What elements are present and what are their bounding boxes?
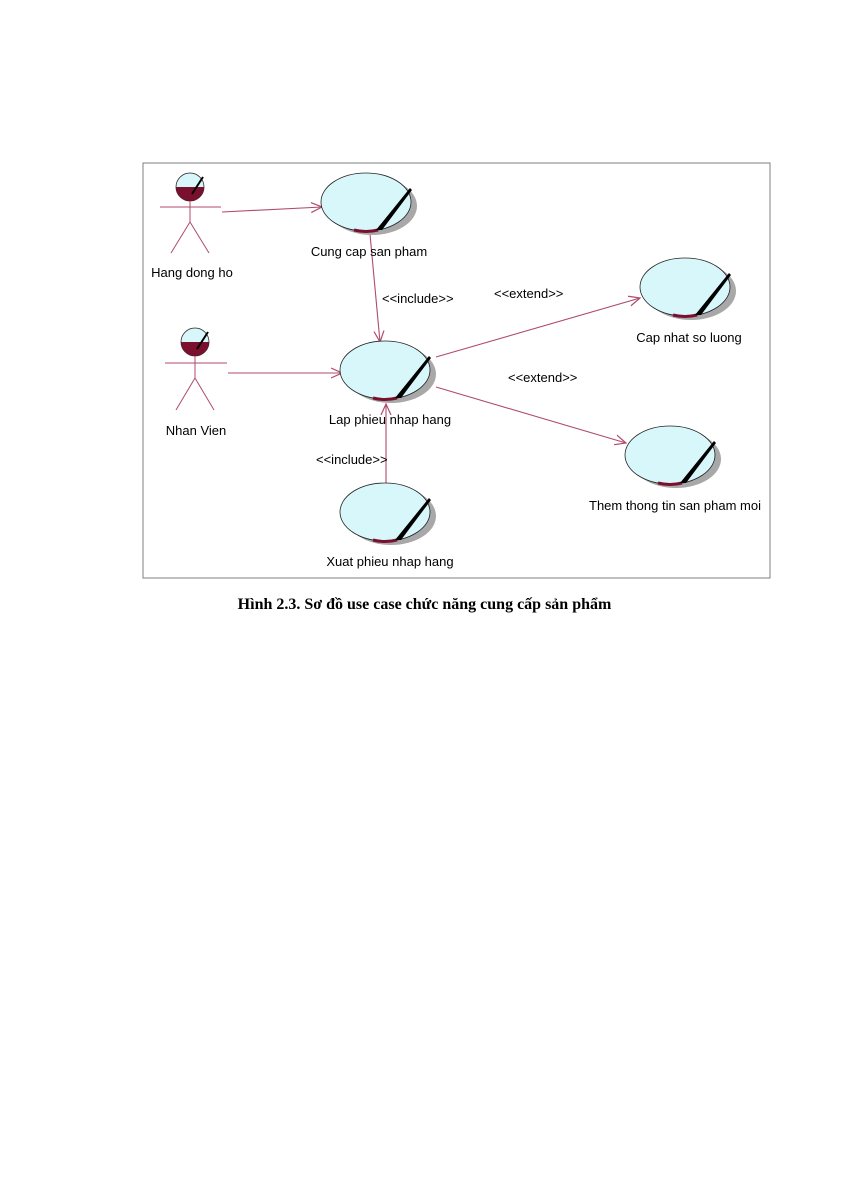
usecase-xuat-phieu-nhap-hang: [326, 483, 453, 569]
relation-label-include-bottom: <<include>>: [316, 452, 388, 467]
extend-lap-them: [436, 387, 626, 443]
extend-lap-capnhat: [436, 298, 640, 357]
usecase-label: Xuat phieu nhap hang: [326, 554, 454, 569]
usecase-cung-cap-san-pham: [311, 173, 427, 259]
association-hang-cung: [222, 207, 322, 212]
usecase-label: Cung cap san pham: [310, 244, 428, 259]
actor-hang-dong-ho: [151, 173, 233, 280]
usecase-lap-phieu-nhap-hang: [329, 341, 451, 427]
relation-label-extend-top: <<extend>>: [494, 286, 564, 301]
usecase-them-thong-tin-san-pham-moi: [589, 426, 761, 513]
usecase-label: Cap nhat so luong: [636, 330, 742, 345]
usecase-cap-nhat-so-luong: [636, 258, 742, 345]
relation-label-extend-bottom: <<extend>>: [508, 370, 578, 385]
usecase-label: Lap phieu nhap hang: [328, 412, 452, 427]
actor-nhan-vien: [165, 328, 227, 438]
usecase-label: Them thong tin san pham moi: [589, 498, 761, 513]
figure-caption: Hình 2.3. Sơ đồ use case chức năng cung cấp sản phẩm: [237, 596, 612, 613]
actor-label: Nhan Vien: [165, 423, 227, 438]
diagram-frame: [143, 163, 770, 578]
actor-label: Hang dong ho: [151, 265, 233, 280]
relation-label-include-top: <<include>>: [382, 291, 454, 306]
